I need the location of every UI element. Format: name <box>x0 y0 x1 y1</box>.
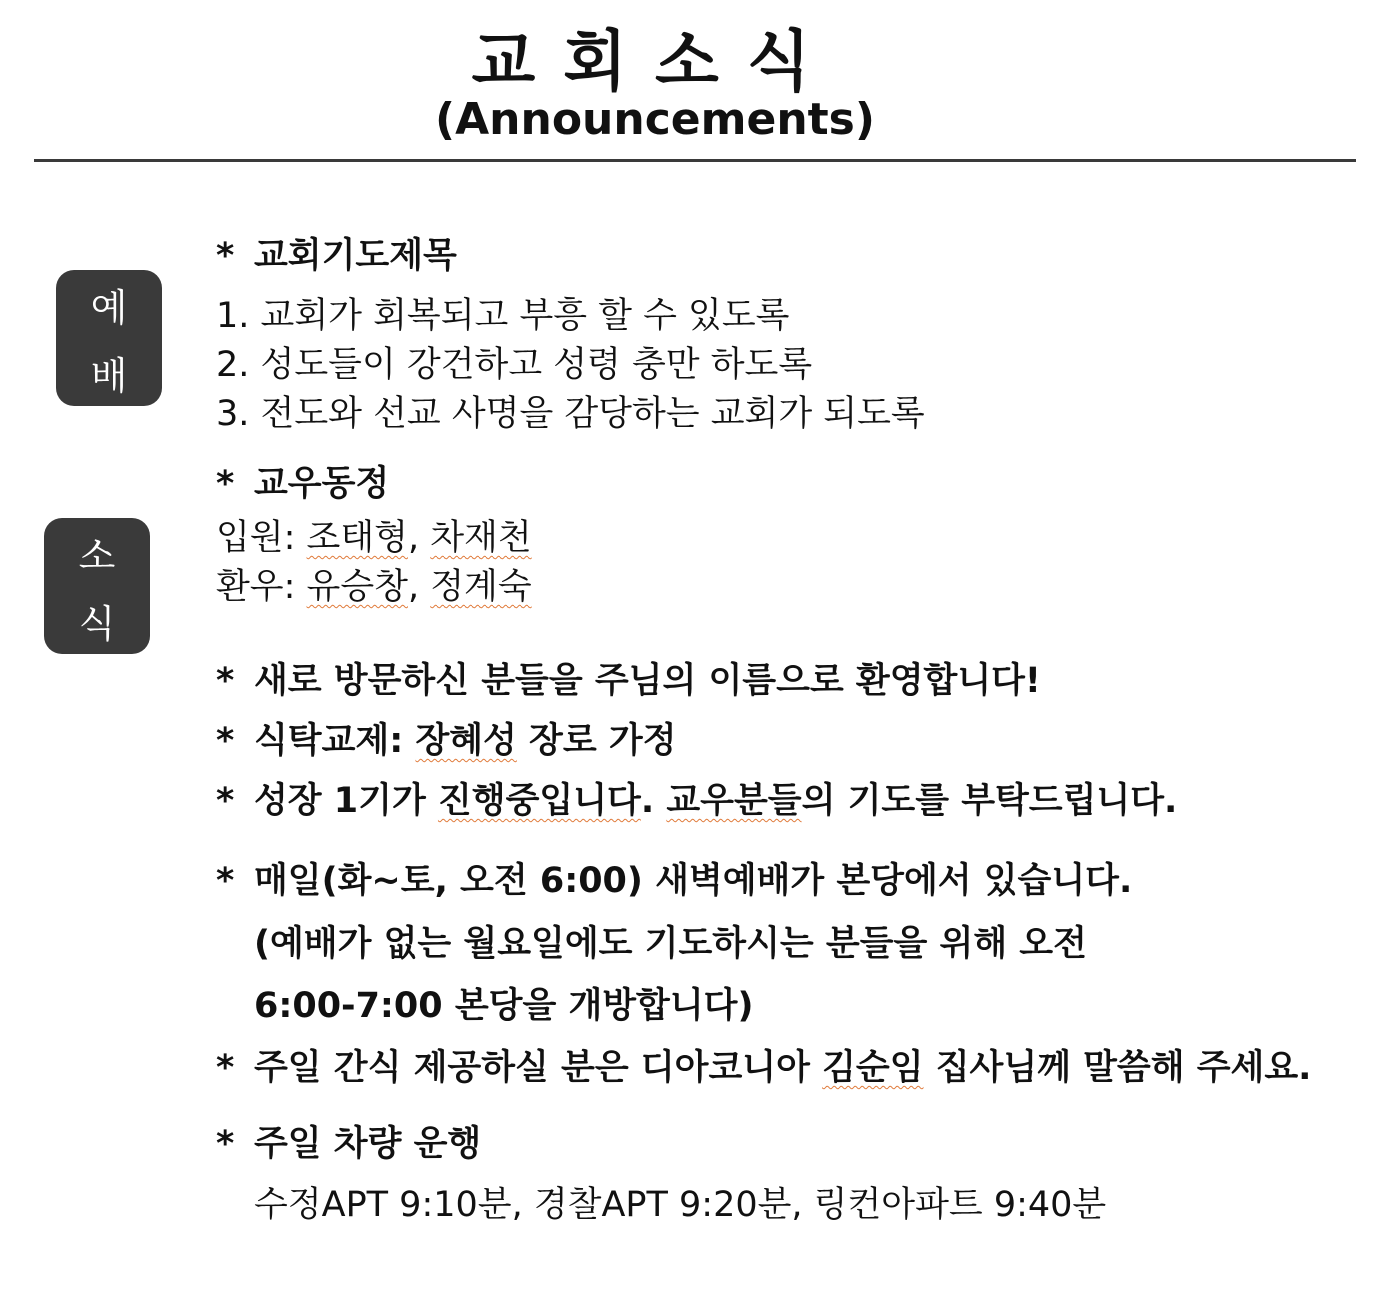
recovery-line <box>216 565 532 609</box>
dawn-line-1 <box>216 859 1132 903</box>
dawn-line-3: 6:00-7:00 본당을 개방합니다) <box>254 986 754 1026</box>
news-tab-char-2: 식 <box>78 601 116 646</box>
shuttle-heading <box>216 1122 481 1166</box>
growth-prefix: 성장 1기가 <box>254 781 438 821</box>
bullet-icon: * <box>216 1124 235 1164</box>
name-separator: , <box>407 518 431 558</box>
fellowship-suffix: 장로 가정 <box>516 721 677 761</box>
fellowship-line <box>216 719 677 763</box>
shuttle-schedule: 수정APT 9:10분, 경찰APT 9:20분, 링컨아파트 9:40분 <box>254 1185 1107 1225</box>
recovery-name-1: 유승창 <box>306 567 408 607</box>
members-heading <box>216 462 389 506</box>
prayer-heading <box>216 234 457 278</box>
hospital-label: 입원: <box>216 518 307 558</box>
members-heading-text: 교우동정 <box>254 464 390 504</box>
fellowship-prefix: 식탁교제: <box>254 721 416 761</box>
name-separator: , <box>407 567 431 607</box>
welcome-text: 새로 방문하신 분들을 주님의 이름으로 환영합니다! <box>254 661 1041 701</box>
worship-tab-char-1: 예 <box>90 285 128 330</box>
shuttle-heading-text: 주일 차량 운행 <box>254 1124 482 1164</box>
worship-tab-char-2: 배 <box>90 353 128 398</box>
snack-name: 김순임 <box>822 1048 924 1088</box>
page-subtitle: (Announcements) <box>435 94 875 145</box>
hospital-line <box>216 516 532 560</box>
dawn-text-1: 매일(화~토, 오전 6:00) 새벽예배가 본당에서 있습니다. <box>254 861 1133 901</box>
prayer-item-1: 1. 교회가 회복되고 부흥 할 수 있도록 <box>216 296 790 336</box>
snack-line <box>216 1046 1311 1090</box>
bullet-icon: * <box>216 236 235 276</box>
growth-mid: . <box>640 781 667 821</box>
header-divider <box>34 159 1356 162</box>
bullet-icon: * <box>216 861 235 901</box>
prayer-item-2: 2. 성도들이 강건하고 성령 충만 하도록 <box>216 345 813 385</box>
bullet-icon: * <box>216 1048 235 1088</box>
fellowship-name: 장혜성 <box>415 721 517 761</box>
bullet-icon: * <box>216 721 235 761</box>
recovery-name-2: 정계숙 <box>430 567 532 607</box>
bullet-icon: * <box>216 661 235 701</box>
growth-line <box>216 779 1177 823</box>
prayer-heading-text: 교회기도제목 <box>254 236 457 276</box>
snack-suffix: 집사님께 말씀해 주세요. <box>923 1048 1312 1088</box>
welcome-line <box>216 659 1041 703</box>
growth-underlined-1: 진행중입니다 <box>437 781 641 821</box>
dawn-line-2: (예배가 없는 월요일에도 기도하시는 분들을 위해 오전 <box>254 924 1087 964</box>
worship-tab <box>56 270 162 406</box>
news-tab <box>44 518 150 654</box>
bullet-icon: * <box>216 781 235 821</box>
hospital-name-2: 차재천 <box>430 518 532 558</box>
snack-prefix: 주일 간식 제공하실 분은 디아코니아 <box>254 1048 823 1088</box>
page-title: 교회소식 <box>471 23 839 100</box>
news-tab-char-1: 소 <box>78 533 116 578</box>
growth-suffix: 의 기도를 부탁드립니다. <box>801 781 1178 821</box>
hospital-name-1: 조태형 <box>306 518 408 558</box>
bullet-icon: * <box>216 464 235 504</box>
growth-underlined-2: 교우분들 <box>666 781 802 821</box>
prayer-item-3: 3. 전도와 선교 사명을 감당하는 교회가 되도록 <box>216 394 925 434</box>
recovery-label: 환우: <box>216 567 307 607</box>
